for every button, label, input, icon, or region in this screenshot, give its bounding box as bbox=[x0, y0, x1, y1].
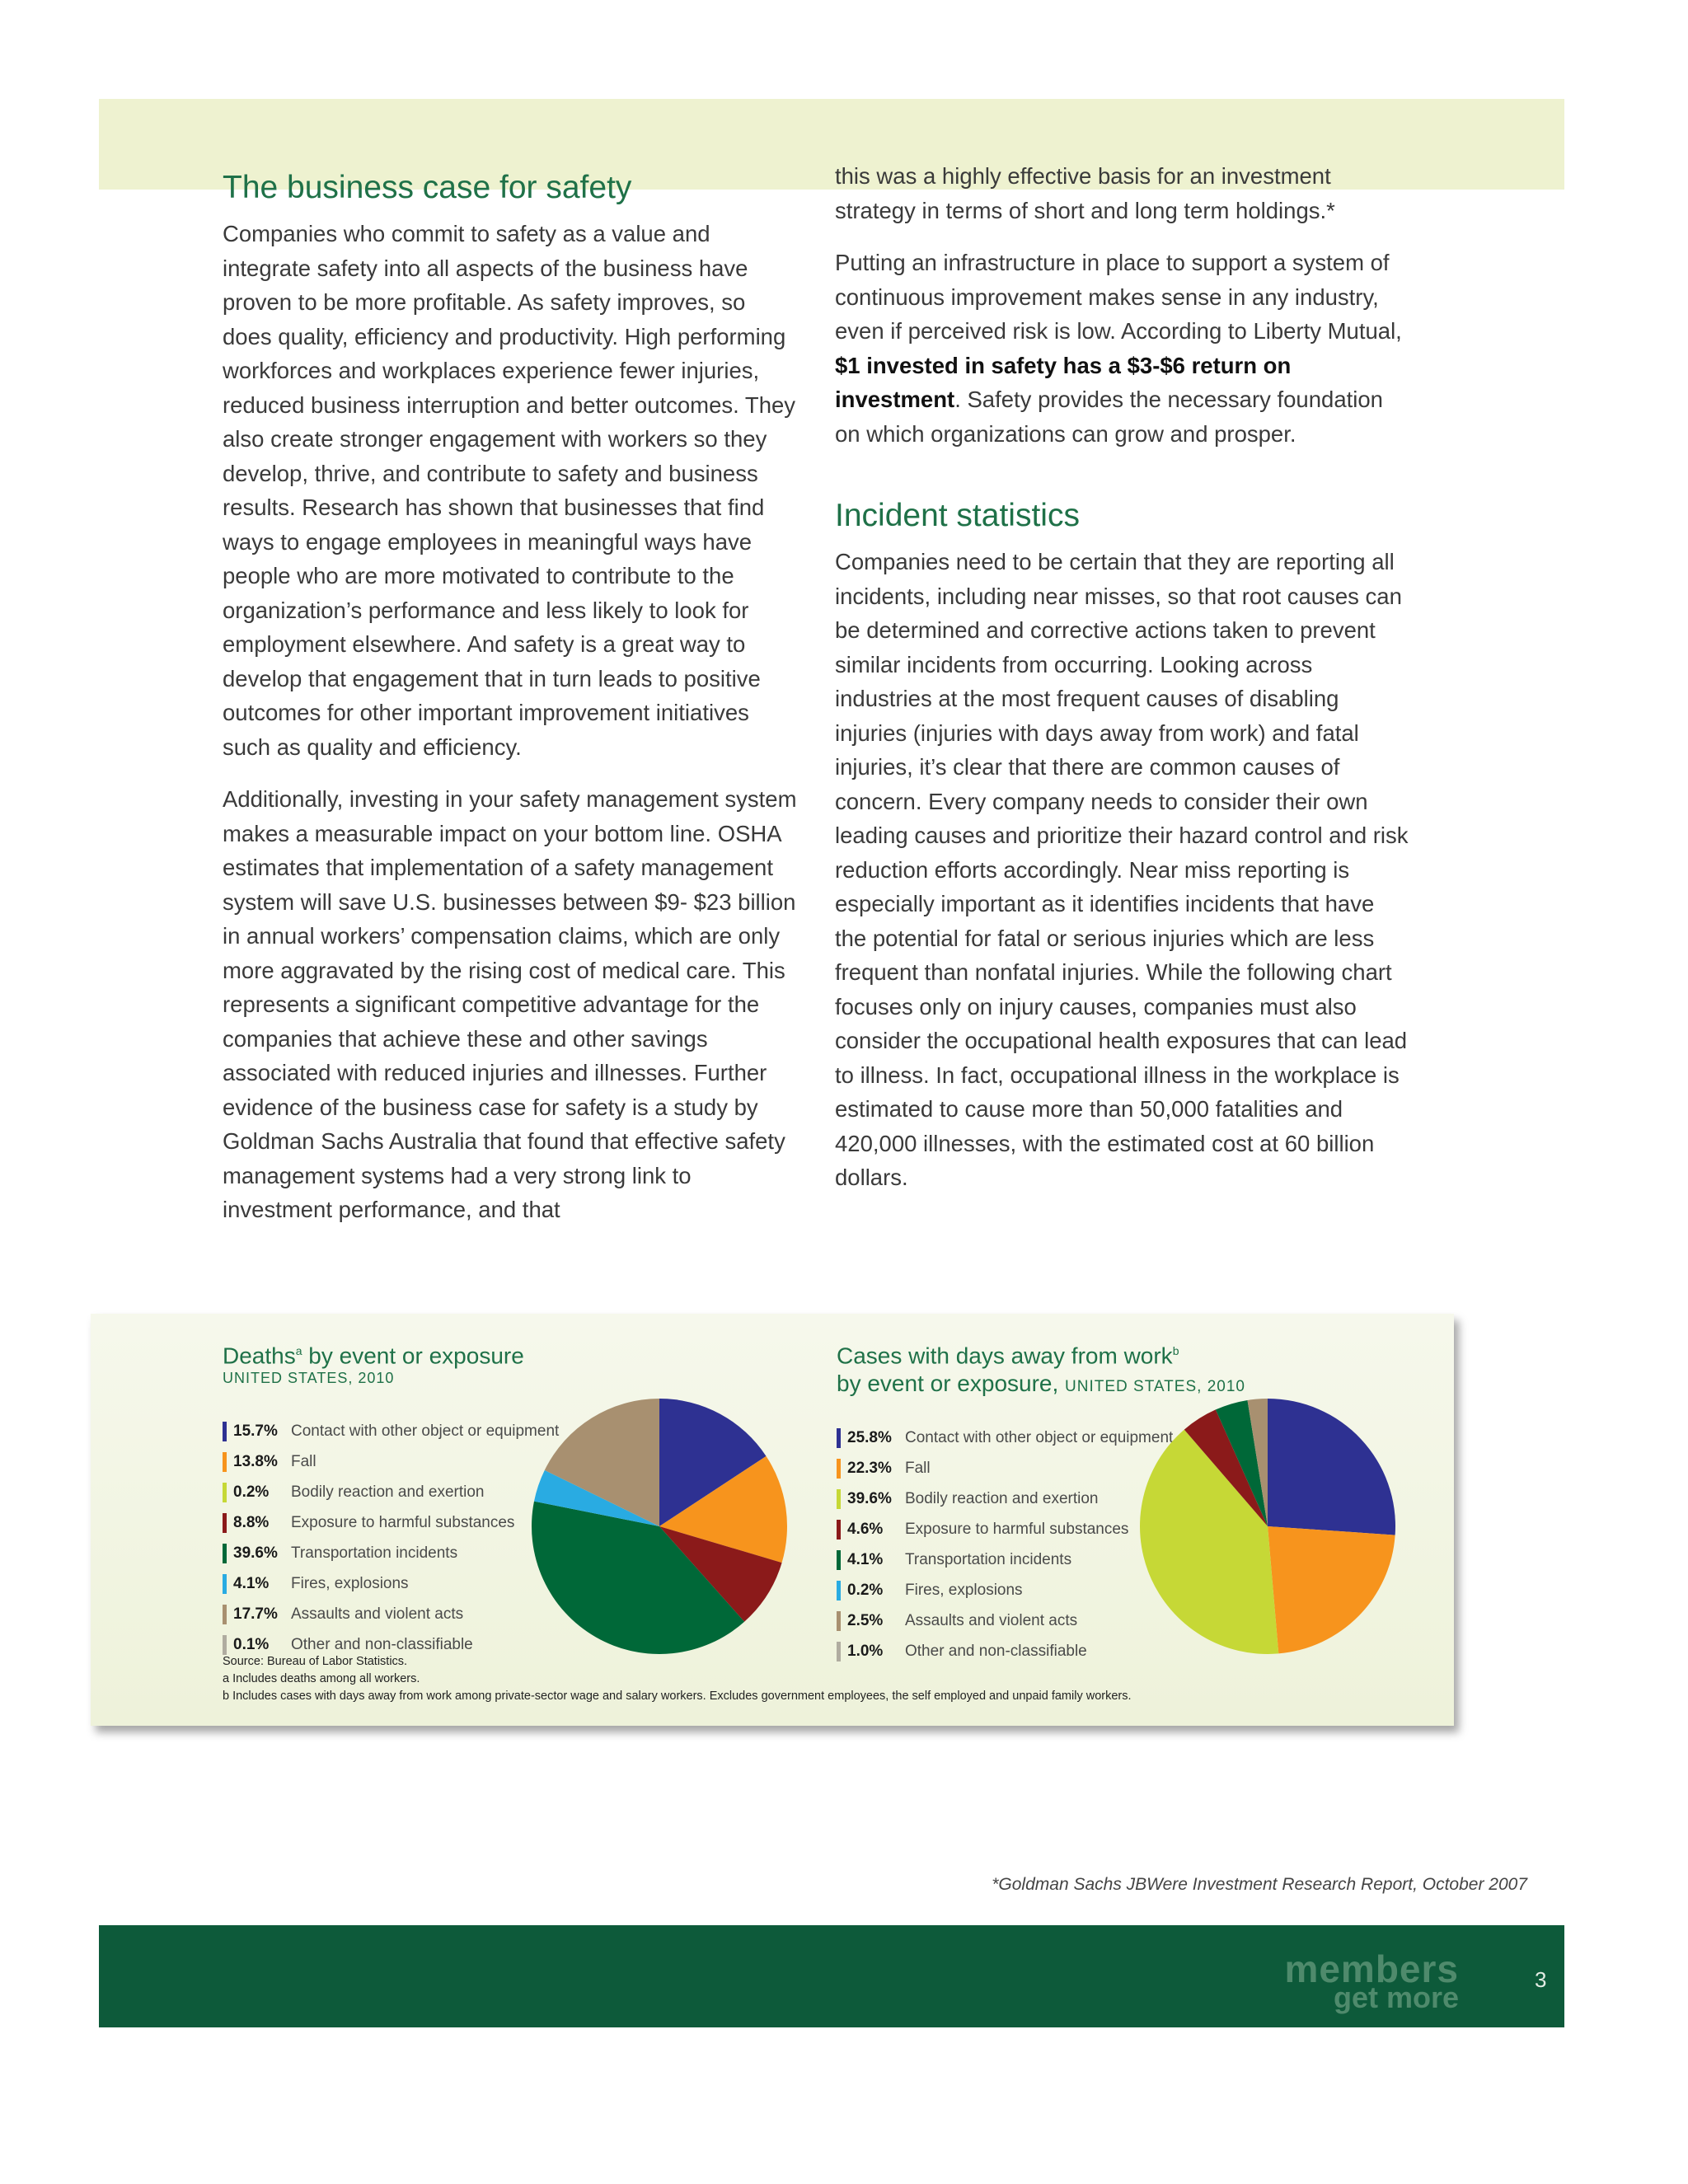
legend-item bbox=[223, 1568, 559, 1599]
legend-label: Bodily reaction and exertion bbox=[291, 1483, 485, 1501]
legend-swatch bbox=[837, 1459, 841, 1479]
legend-label: Exposure to harmful substances bbox=[291, 1513, 515, 1531]
legend-swatch bbox=[223, 1574, 227, 1594]
legend-item bbox=[223, 1599, 559, 1629]
legend-percent: 17.7% bbox=[233, 1605, 278, 1623]
deaths-pie bbox=[528, 1394, 791, 1658]
legend-item bbox=[837, 1483, 1173, 1514]
legend-swatch bbox=[837, 1489, 841, 1509]
legend-percent: 13.8% bbox=[233, 1452, 278, 1470]
paragraph-1: Companies who commit to safety as a value and integrate safety into all aspects of the business have proven to be more profitable. As safety improves, so does quality, efficiency and productivity. High performing workforces and workplaces experience fewer injuries, reduced business interruption and better outcomes. They also create stronger engagement with workers so they develop, thrive, and contribute to safety and business results. Research has shown that businesses that find ways to engage employees in meaningful ways have people who are more motivated to contribute to the organization’s performance and less likely to look for employment elsewhere. And safety is a great way to develop that engagement that in turn leads to positive outcomes for other important improvement initiatives such as quality and efficiency. bbox=[223, 221, 796, 760]
legend-swatch bbox=[223, 1544, 227, 1563]
paragraph-3-end: . Safety provides the necessary foundation on which organizations can grow and prosper. bbox=[835, 387, 1383, 447]
deaths-chart-subtitle: UNITED STATES, 2010 bbox=[223, 1370, 395, 1387]
legend-label: Assaults and violent acts bbox=[291, 1605, 464, 1623]
paragraph-3-start: Putting an infrastructure in place to support a system of continuous improvement makes sense in any industry, even if perceived risk is low. According to Liberty Mutual, bbox=[835, 250, 1402, 344]
legend-percent: 0.2% bbox=[233, 1483, 270, 1501]
legend-swatch bbox=[223, 1513, 227, 1533]
paragraph-incident: Companies need to be certain that they are reporting all incidents, including near misses, so that root causes can be determined and corrective actions taken to prevent similar incidents from occurring. Looking across industries at the most frequent causes of disabling injuries (injuries with days away from work) and fatal injuries, it’s clear that there are common causes of concern. Every company needs to consider their own leading causes and prioritize their hazard control and risk reduction efforts accordingly. Near miss reporting is especially important as it identifies incidents that have the potential for fatal or serious injuries which are less frequent than nonfatal injuries. While the following chart focuses only on injury causes, companies must also consider the occupational health exposures that can lead to illness. In fact, occupational illness in the workplace is estimated to cause more than 50,000 fatalities and 420,000 illnesses, with the estimated cost at 60 billion dollars. bbox=[835, 549, 1409, 1190]
section-title-business-case: The business case for safety bbox=[223, 170, 632, 205]
legend-percent: 4.6% bbox=[847, 1520, 884, 1538]
legend-swatch bbox=[837, 1550, 841, 1570]
legend-item bbox=[837, 1453, 1173, 1483]
legend-swatch bbox=[223, 1452, 227, 1472]
legend-item bbox=[223, 1507, 559, 1538]
footnote: *Goldman Sachs JBWere Investment Research Report, October 2007 bbox=[992, 1875, 1527, 1894]
logo-top-text: members bbox=[1284, 1947, 1459, 1990]
legend-percent: 4.1% bbox=[233, 1574, 270, 1592]
legend-label: Other and non-classifiable bbox=[291, 1635, 473, 1653]
deaths-legend bbox=[223, 1416, 559, 1660]
chart-note-b: b Includes cases with days away from work among private-sector wage and salary workers. Excludes government employees, the self employed and unpaid family workers. bbox=[223, 1690, 1132, 1703]
chart-source: Source: Bureau of Labor Statistics. bbox=[223, 1655, 408, 1668]
legend-percent: 39.6% bbox=[847, 1489, 892, 1507]
roi-highlight: $1 invested in safety has a $3-$6 return on investment bbox=[835, 352, 1292, 412]
legend-item bbox=[837, 1575, 1173, 1605]
left-column bbox=[223, 169, 799, 1245]
cases-chart-title: Cases with days away from work$^b$ by event or exposure, UNITED STATES, 2010 bbox=[837, 1343, 1245, 1397]
legend-item bbox=[837, 1514, 1173, 1544]
legend-label: Assaults and violent acts bbox=[905, 1611, 1078, 1629]
legend-label: Contact with other object or equipment bbox=[291, 1422, 560, 1440]
legend-percent: 39.6% bbox=[233, 1544, 278, 1562]
legend-percent: 8.8% bbox=[233, 1513, 270, 1531]
legend-item bbox=[837, 1605, 1173, 1636]
cases-chart bbox=[837, 1337, 1447, 1660]
legend-percent: 1.0% bbox=[847, 1642, 884, 1660]
right-column bbox=[835, 163, 1412, 1213]
legend-item bbox=[223, 1538, 559, 1568]
legend-percent: 25.8% bbox=[847, 1428, 892, 1446]
page-number: 3 bbox=[1535, 1967, 1547, 1992]
legend-item bbox=[223, 1477, 559, 1507]
section-title-incident-statistics: Incident statistics bbox=[835, 498, 1080, 533]
legend-swatch bbox=[837, 1520, 841, 1540]
legend-label: Bodily reaction and exertion bbox=[905, 1489, 1099, 1507]
legend-label: Fires, explosions bbox=[291, 1574, 409, 1592]
legend-label: Transportation incidents bbox=[291, 1544, 458, 1562]
legend-label: Exposure to harmful substances bbox=[905, 1520, 1129, 1538]
chart-notes bbox=[223, 1653, 1442, 1705]
legend-percent: 0.1% bbox=[233, 1635, 270, 1653]
legend-item bbox=[837, 1544, 1173, 1575]
cases-pie bbox=[1136, 1394, 1400, 1658]
legend-swatch bbox=[837, 1428, 841, 1448]
legend-item bbox=[223, 1446, 559, 1477]
legend-swatch bbox=[837, 1581, 841, 1601]
pie-slice bbox=[1268, 1526, 1395, 1653]
chart-note-a: a Includes deaths among all workers. bbox=[223, 1672, 420, 1685]
legend-percent: 22.3% bbox=[847, 1459, 892, 1477]
paragraph-continued: this was a highly effective basis for an investment strategy in terms of short and long term holdings.* bbox=[835, 163, 1335, 223]
legend-label: Contact with other object or equipment bbox=[905, 1428, 1174, 1446]
paragraph-3 bbox=[835, 246, 1412, 451]
legend-swatch bbox=[223, 1422, 227, 1441]
members-get-more-logo bbox=[1261, 1947, 1459, 2014]
legend-swatch bbox=[223, 1483, 227, 1502]
legend-percent: 0.2% bbox=[847, 1581, 884, 1599]
deaths-chart-title: Deaths$^a$ by event or exposure bbox=[223, 1343, 524, 1369]
logo-bottom-text: get more bbox=[1333, 1980, 1459, 2014]
legend-percent: 4.1% bbox=[847, 1550, 884, 1568]
legend-label: Fall bbox=[291, 1452, 316, 1470]
legend-swatch bbox=[223, 1605, 227, 1624]
legend-percent: 2.5% bbox=[847, 1611, 884, 1629]
legend-item bbox=[223, 1416, 559, 1446]
paragraph-2: Additionally, investing in your safety management system makes a measurable impact on your bottom line. OSHA estimates that implementation of a safety management system will save U.S. businesses between $9- $23 billion in annual workers’ compensation claims, which are only more aggravated by the rising cost of medical care. This represents a significant competitive advantage for the companies that achieve these and other savings associated with reduced injuries and illnesses. Further evidence of the business case for safety is a study by Goldman Sachs Australia that found that effective safety management systems had a very strong link to investment performance, and that bbox=[223, 786, 797, 1222]
legend-swatch bbox=[837, 1611, 841, 1631]
cases-legend bbox=[837, 1422, 1173, 1666]
legend-label: Transportation incidents bbox=[905, 1550, 1072, 1568]
pie-slice bbox=[1268, 1399, 1395, 1535]
chart-panel bbox=[91, 1314, 1454, 1726]
legend-item bbox=[837, 1422, 1173, 1453]
deaths-chart bbox=[223, 1337, 816, 1653]
legend-percent: 15.7% bbox=[233, 1422, 278, 1440]
legend-swatch bbox=[223, 1635, 227, 1655]
legend-label: Fall bbox=[905, 1459, 931, 1477]
legend-label: Other and non-classifiable bbox=[905, 1642, 1087, 1660]
legend-label: Fires, explosions bbox=[905, 1581, 1023, 1599]
